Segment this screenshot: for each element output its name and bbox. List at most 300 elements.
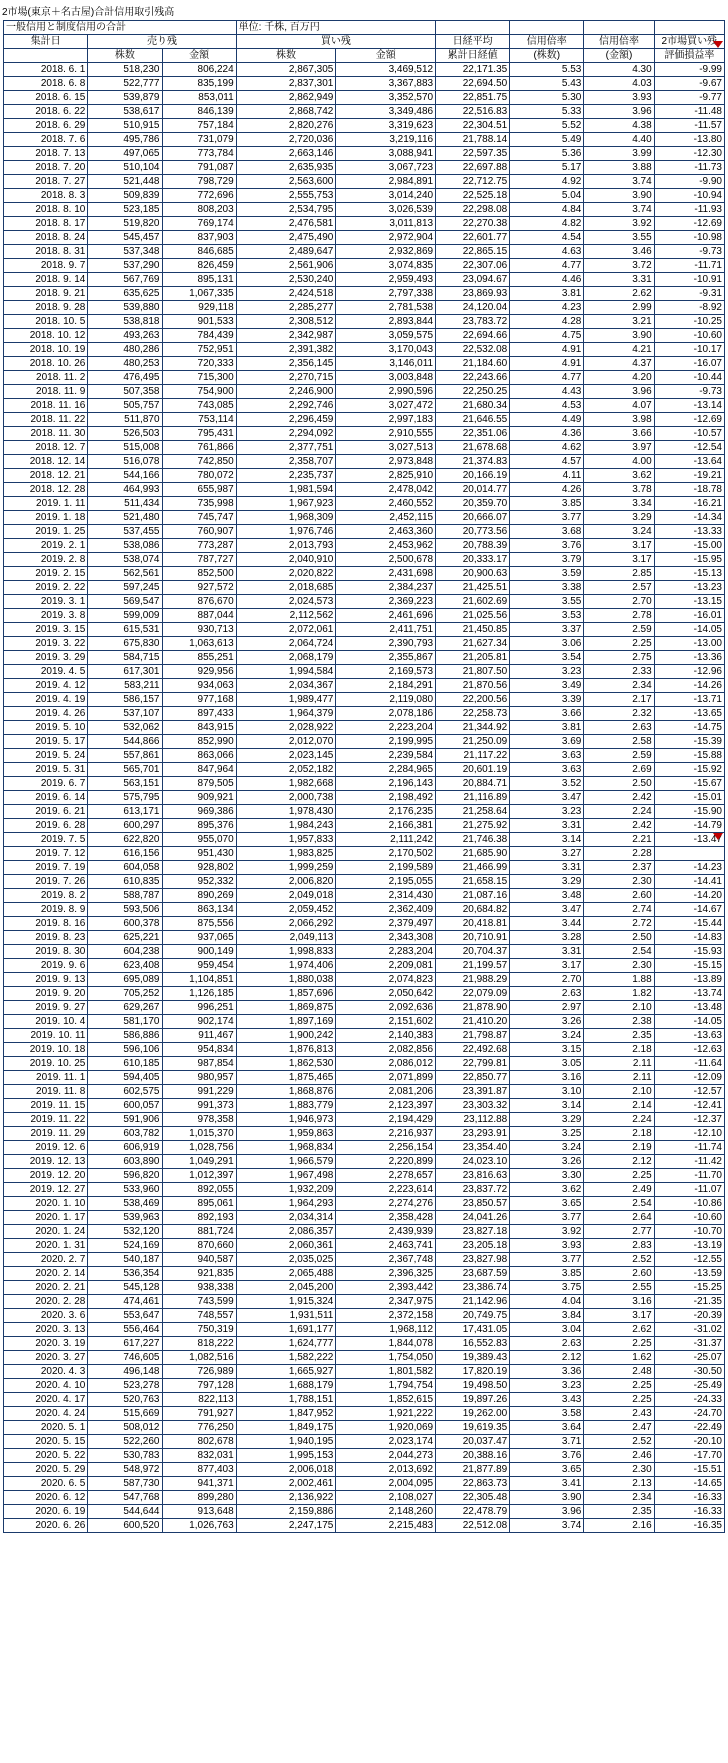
cell-buy-shares: 2,837,301 xyxy=(236,77,336,91)
red-marker-icon xyxy=(713,833,723,840)
cell-profit-rate: -12.30 xyxy=(654,147,724,161)
cell-sell-shares: 675,830 xyxy=(88,637,162,651)
cell-ratio-shares: 3.43 xyxy=(510,1393,584,1407)
cell-ratio-shares: 3.24 xyxy=(510,1029,584,1043)
cell-nikkei: 23,869.93 xyxy=(436,287,510,301)
cell-sell-shares: 507,358 xyxy=(88,385,162,399)
cell-date: 2019. 3. 22 xyxy=(4,637,88,651)
cell-ratio-shares: 3.76 xyxy=(510,539,584,553)
cell-date: 2019. 10. 25 xyxy=(4,1057,88,1071)
cell-sell-amount: 876,670 xyxy=(162,595,236,609)
cell-buy-shares: 2,820,276 xyxy=(236,119,336,133)
table-row xyxy=(4,1407,725,1421)
cell-buy-amount: 3,059,575 xyxy=(336,329,436,343)
cell-ratio-shares: 4.91 xyxy=(510,343,584,357)
table-row xyxy=(4,413,725,427)
cell-ratio-shares: 3.31 xyxy=(510,819,584,833)
table-row xyxy=(4,1085,725,1099)
cell-sell-amount: 791,087 xyxy=(162,161,236,175)
cell-sell-shares: 538,469 xyxy=(88,1197,162,1211)
cell-date: 2020. 4. 3 xyxy=(4,1365,88,1379)
cell-buy-amount: 2,216,937 xyxy=(336,1127,436,1141)
cell-sell-amount: 797,128 xyxy=(162,1379,236,1393)
cell-ratio-shares: 4.53 xyxy=(510,399,584,413)
cell-sell-shares: 597,245 xyxy=(88,581,162,595)
cell-sell-amount: 1,067,335 xyxy=(162,287,236,301)
cell-sell-shares: 606,919 xyxy=(88,1141,162,1155)
table-row xyxy=(4,1491,725,1505)
cell-ratio-amount: 4.37 xyxy=(584,357,654,371)
cell-sell-shares: 493,263 xyxy=(88,329,162,343)
cell-profit-rate: -13.19 xyxy=(654,1239,724,1253)
cell-profit-rate: -11.48 xyxy=(654,105,724,119)
cell-date: 2019. 10. 11 xyxy=(4,1029,88,1043)
cell-date: 2019. 8. 2 xyxy=(4,889,88,903)
table-row xyxy=(4,791,725,805)
cell-nikkei: 22,694.50 xyxy=(436,77,510,91)
cell-buy-shares: 2,024,573 xyxy=(236,595,336,609)
cell-ratio-shares: 3.26 xyxy=(510,1015,584,1029)
cell-profit-rate: -11.70 xyxy=(654,1169,724,1183)
cell-sell-amount: 892,193 xyxy=(162,1211,236,1225)
table-row xyxy=(4,1141,725,1155)
cell-profit-rate: -12.63 xyxy=(654,1043,724,1057)
cell-date: 2018. 12. 28 xyxy=(4,483,88,497)
cell-date: 2020. 6. 12 xyxy=(4,1491,88,1505)
cell-sell-amount: 959,454 xyxy=(162,959,236,973)
cell-ratio-shares: 5.53 xyxy=(510,63,584,77)
cell-sell-amount: 769,174 xyxy=(162,217,236,231)
cell-sell-shares: 496,148 xyxy=(88,1365,162,1379)
table-row xyxy=(4,483,725,497)
cell-buy-shares: 2,035,025 xyxy=(236,1253,336,1267)
cell-date: 2018. 11. 22 xyxy=(4,413,88,427)
cell-ratio-amount: 3.34 xyxy=(584,497,654,511)
cell-profit-rate: -16.01 xyxy=(654,609,724,623)
cell-date: 2020. 1. 17 xyxy=(4,1211,88,1225)
cell-nikkei: 20,749.75 xyxy=(436,1309,510,1323)
cell-sell-shares: 539,963 xyxy=(88,1211,162,1225)
cell-date: 2019. 7. 26 xyxy=(4,875,88,889)
cell-buy-shares: 1,983,825 xyxy=(236,847,336,861)
cell-ratio-shares: 3.59 xyxy=(510,567,584,581)
cell-sell-shares: 591,906 xyxy=(88,1113,162,1127)
cell-buy-shares: 1,994,584 xyxy=(236,665,336,679)
cell-buy-shares: 1,868,876 xyxy=(236,1085,336,1099)
cell-ratio-shares: 3.24 xyxy=(510,1141,584,1155)
cell-date: 2018. 10. 19 xyxy=(4,343,88,357)
cell-ratio-amount: 2.69 xyxy=(584,763,654,777)
table-row xyxy=(4,245,725,259)
cell-nikkei: 21,870.56 xyxy=(436,679,510,693)
document-title: 2市場(東京＋名古屋)合計信用取引残高 xyxy=(2,7,175,18)
cell-buy-shares: 2,285,277 xyxy=(236,301,336,315)
cell-nikkei: 22,079.09 xyxy=(436,987,510,1001)
cell-ratio-shares: 3.38 xyxy=(510,581,584,595)
cell-sell-shares: 518,230 xyxy=(88,63,162,77)
cell-sell-shares: 548,972 xyxy=(88,1463,162,1477)
cell-buy-amount: 2,797,338 xyxy=(336,287,436,301)
cell-sell-shares: 510,104 xyxy=(88,161,162,175)
cell-nikkei: 22,851.75 xyxy=(436,91,510,105)
cell-ratio-shares: 4.77 xyxy=(510,259,584,273)
cell-ratio-amount: 2.16 xyxy=(584,1519,654,1533)
cell-nikkei: 22,492.68 xyxy=(436,1043,510,1057)
cell-sell-amount: 748,557 xyxy=(162,1309,236,1323)
header-band-row xyxy=(4,21,725,35)
cell-sell-shares: 586,886 xyxy=(88,1029,162,1043)
cell-ratio-shares: 3.90 xyxy=(510,1491,584,1505)
cell-nikkei: 23,816.63 xyxy=(436,1169,510,1183)
cell-buy-amount: 3,469,512 xyxy=(336,63,436,77)
header-ratio-amount: 信用倍率 xyxy=(584,35,654,49)
cell-sell-amount: 773,287 xyxy=(162,539,236,553)
cell-sell-shares: 523,185 xyxy=(88,203,162,217)
cell-sell-amount: 847,964 xyxy=(162,763,236,777)
cell-buy-amount: 3,011,813 xyxy=(336,217,436,231)
cell-buy-shares: 1,582,222 xyxy=(236,1351,336,1365)
cell-sell-amount: 978,358 xyxy=(162,1113,236,1127)
cell-profit-rate: -12.10 xyxy=(654,1127,724,1141)
cell-buy-shares: 1,957,833 xyxy=(236,833,336,847)
cell-ratio-amount: 3.72 xyxy=(584,259,654,273)
cell-sell-shares: 545,128 xyxy=(88,1281,162,1295)
cell-ratio-amount: 4.30 xyxy=(584,63,654,77)
cell-ratio-amount: 2.60 xyxy=(584,889,654,903)
cell-buy-shares: 2,112,562 xyxy=(236,609,336,623)
cell-ratio-amount: 3.98 xyxy=(584,413,654,427)
cell-buy-shares: 2,049,018 xyxy=(236,889,336,903)
cell-nikkei: 17,820.19 xyxy=(436,1365,510,1379)
cell-buy-amount: 1,794,754 xyxy=(336,1379,436,1393)
cell-buy-amount: 1,801,582 xyxy=(336,1365,436,1379)
cell-sell-amount: 929,956 xyxy=(162,665,236,679)
cell-buy-amount: 2,972,904 xyxy=(336,231,436,245)
cell-ratio-shares: 3.47 xyxy=(510,903,584,917)
cell-sell-shares: 594,405 xyxy=(88,1071,162,1085)
cell-sell-shares: 515,008 xyxy=(88,441,162,455)
cell-profit-rate: -12.96 xyxy=(654,665,724,679)
cell-date: 2018. 6. 29 xyxy=(4,119,88,133)
cell-sell-shares: 600,057 xyxy=(88,1099,162,1113)
cell-sell-shares: 522,777 xyxy=(88,77,162,91)
cell-sell-amount: 980,957 xyxy=(162,1071,236,1085)
cell-sell-shares: 544,866 xyxy=(88,735,162,749)
cell-sell-shares: 511,870 xyxy=(88,413,162,427)
table-row xyxy=(4,595,725,609)
cell-sell-amount: 743,599 xyxy=(162,1295,236,1309)
cell-ratio-shares: 4.49 xyxy=(510,413,584,427)
cell-ratio-shares: 3.92 xyxy=(510,1225,584,1239)
cell-buy-amount: 1,921,222 xyxy=(336,1407,436,1421)
cell-sell-shares: 509,839 xyxy=(88,189,162,203)
cell-buy-shares: 2,720,036 xyxy=(236,133,336,147)
cell-buy-shares: 1,998,833 xyxy=(236,945,336,959)
table-row xyxy=(4,1309,725,1323)
cell-sell-shares: 575,795 xyxy=(88,791,162,805)
cell-profit-rate: -12.69 xyxy=(654,413,724,427)
cell-sell-amount: 863,066 xyxy=(162,749,236,763)
cell-nikkei: 23,303.32 xyxy=(436,1099,510,1113)
cell-buy-shares: 2,034,367 xyxy=(236,679,336,693)
cell-profit-rate: -15.51 xyxy=(654,1463,724,1477)
cell-date: 2018. 6. 1 xyxy=(4,63,88,77)
cell-nikkei: 22,532.08 xyxy=(436,343,510,357)
cell-nikkei: 20,884.71 xyxy=(436,777,510,791)
cell-ratio-shares: 3.77 xyxy=(510,1211,584,1225)
header-profit-rate: 2市場買い残 xyxy=(654,35,724,49)
subheader-sell-shares: 株数 xyxy=(88,49,162,63)
cell-nikkei: 21,199.57 xyxy=(436,959,510,973)
cell-nikkei: 22,601.77 xyxy=(436,231,510,245)
cell-sell-amount: 877,403 xyxy=(162,1463,236,1477)
table-row xyxy=(4,63,725,77)
cell-sell-amount: 802,678 xyxy=(162,1435,236,1449)
cell-buy-amount: 2,390,793 xyxy=(336,637,436,651)
cell-ratio-shares: 3.93 xyxy=(510,1239,584,1253)
cell-buy-shares: 1,940,195 xyxy=(236,1435,336,1449)
cell-ratio-amount: 2.83 xyxy=(584,1239,654,1253)
cell-date: 2020. 1. 31 xyxy=(4,1239,88,1253)
blank-cell-4 xyxy=(654,21,724,35)
cell-buy-shares: 2,867,305 xyxy=(236,63,336,77)
cell-nikkei: 24,041.26 xyxy=(436,1211,510,1225)
cell-buy-shares: 2,424,518 xyxy=(236,287,336,301)
cell-date: 2018. 7. 6 xyxy=(4,133,88,147)
table-row xyxy=(4,1183,725,1197)
cell-date: 2018. 9. 7 xyxy=(4,259,88,273)
cell-sell-amount: 776,250 xyxy=(162,1421,236,1435)
cell-date: 2018. 12. 21 xyxy=(4,469,88,483)
cell-buy-shares: 2,530,240 xyxy=(236,273,336,287)
cell-ratio-amount: 2.32 xyxy=(584,707,654,721)
cell-sell-amount: 934,063 xyxy=(162,679,236,693)
header-sub-row xyxy=(4,49,725,63)
cell-sell-amount: 954,834 xyxy=(162,1043,236,1057)
cell-sell-shares: 521,448 xyxy=(88,175,162,189)
cell-profit-rate: -15.88 xyxy=(654,749,724,763)
cell-profit-rate: -25.49 xyxy=(654,1379,724,1393)
cell-ratio-amount: 2.42 xyxy=(584,791,654,805)
table-row xyxy=(4,161,725,175)
cell-ratio-shares: 4.28 xyxy=(510,315,584,329)
cell-date: 2018. 6. 15 xyxy=(4,91,88,105)
cell-profit-rate: -11.57 xyxy=(654,119,724,133)
header-buy-balance: 買い残 xyxy=(236,35,435,49)
table-row xyxy=(4,609,725,623)
cell-ratio-amount: 2.85 xyxy=(584,567,654,581)
cell-profit-rate: -12.37 xyxy=(654,1113,724,1127)
cell-nikkei: 22,512.08 xyxy=(436,1519,510,1533)
cell-nikkei: 20,333.17 xyxy=(436,553,510,567)
cell-ratio-amount: 3.16 xyxy=(584,1295,654,1309)
cell-ratio-amount: 2.99 xyxy=(584,301,654,315)
cell-buy-shares: 1,989,477 xyxy=(236,693,336,707)
cell-date: 2018. 7. 13 xyxy=(4,147,88,161)
cell-ratio-shares: 3.39 xyxy=(510,693,584,707)
cell-buy-shares: 2,246,900 xyxy=(236,385,336,399)
cell-ratio-amount: 3.66 xyxy=(584,427,654,441)
cell-date: 2019. 1. 25 xyxy=(4,525,88,539)
cell-buy-amount: 2,140,383 xyxy=(336,1029,436,1043)
cell-ratio-amount: 2.11 xyxy=(584,1071,654,1085)
cell-nikkei: 22,250.25 xyxy=(436,385,510,399)
cell-ratio-shares: 2.63 xyxy=(510,987,584,1001)
cell-sell-shares: 604,238 xyxy=(88,945,162,959)
cell-buy-amount: 2,355,867 xyxy=(336,651,436,665)
cell-ratio-amount: 3.99 xyxy=(584,147,654,161)
cell-ratio-shares: 3.28 xyxy=(510,931,584,945)
cell-ratio-amount: 2.74 xyxy=(584,903,654,917)
cell-ratio-shares: 3.85 xyxy=(510,1267,584,1281)
cell-sell-shares: 586,157 xyxy=(88,693,162,707)
cell-profit-rate: -12.09 xyxy=(654,1071,724,1085)
cell-buy-shares: 1,876,813 xyxy=(236,1043,336,1057)
cell-ratio-amount: 3.29 xyxy=(584,511,654,525)
cell-buy-shares: 2,663,146 xyxy=(236,147,336,161)
cell-profit-rate: -10.60 xyxy=(654,1211,724,1225)
cell-ratio-amount: 2.52 xyxy=(584,1253,654,1267)
cell-ratio-shares: 3.96 xyxy=(510,1505,584,1519)
cell-ratio-shares: 5.52 xyxy=(510,119,584,133)
table-row xyxy=(4,819,725,833)
table-row xyxy=(4,707,725,721)
cell-date: 2019. 4. 12 xyxy=(4,679,88,693)
cell-sell-shares: 516,078 xyxy=(88,455,162,469)
cell-profit-rate: -11.07 xyxy=(654,1183,724,1197)
cell-ratio-shares: 3.54 xyxy=(510,651,584,665)
table-row xyxy=(4,1393,725,1407)
cell-buy-shares: 1,931,511 xyxy=(236,1309,336,1323)
cell-ratio-shares: 3.65 xyxy=(510,1463,584,1477)
cell-buy-shares: 2,308,512 xyxy=(236,315,336,329)
cell-profit-rate xyxy=(654,847,724,861)
cell-buy-shares: 2,292,746 xyxy=(236,399,336,413)
cell-date: 2018. 8. 17 xyxy=(4,217,88,231)
cell-sell-amount: 900,149 xyxy=(162,945,236,959)
cell-profit-rate: -16.07 xyxy=(654,357,724,371)
cell-ratio-shares: 4.77 xyxy=(510,371,584,385)
cell-ratio-amount: 2.72 xyxy=(584,917,654,931)
cell-buy-amount: 2,997,183 xyxy=(336,413,436,427)
cell-ratio-shares: 2.97 xyxy=(510,1001,584,1015)
cell-date: 2019. 6. 14 xyxy=(4,791,88,805)
cell-buy-amount: 2,343,308 xyxy=(336,931,436,945)
cell-nikkei: 20,710.91 xyxy=(436,931,510,945)
cell-ratio-amount: 2.50 xyxy=(584,777,654,791)
cell-sell-shares: 544,644 xyxy=(88,1505,162,1519)
cell-buy-shares: 2,045,200 xyxy=(236,1281,336,1295)
cell-profit-rate: -24.33 xyxy=(654,1393,724,1407)
cell-ratio-amount: 2.47 xyxy=(584,1421,654,1435)
cell-nikkei: 16,552.83 xyxy=(436,1337,510,1351)
cell-buy-amount: 2,358,428 xyxy=(336,1211,436,1225)
cell-buy-amount: 2,199,995 xyxy=(336,735,436,749)
cell-date: 2020. 4. 24 xyxy=(4,1407,88,1421)
cell-profit-rate: -15.13 xyxy=(654,567,724,581)
cell-sell-amount: 1,012,397 xyxy=(162,1169,236,1183)
cell-nikkei: 23,827.18 xyxy=(436,1225,510,1239)
table-row xyxy=(4,679,725,693)
table-row xyxy=(4,147,725,161)
cell-date: 2019. 1. 18 xyxy=(4,511,88,525)
table-row xyxy=(4,301,725,315)
cell-buy-shares: 2,159,886 xyxy=(236,1505,336,1519)
cell-nikkei: 23,827.98 xyxy=(436,1253,510,1267)
cell-nikkei: 21,627.34 xyxy=(436,637,510,651)
cell-buy-shares: 1,982,668 xyxy=(236,777,336,791)
cell-nikkei: 20,704.37 xyxy=(436,945,510,959)
table-row xyxy=(4,567,725,581)
table-row xyxy=(4,1463,725,1477)
table-row xyxy=(4,1211,725,1225)
table-row xyxy=(4,665,725,679)
table-row xyxy=(4,735,725,749)
cell-sell-shares: 615,531 xyxy=(88,623,162,637)
cell-profit-rate: -14.26 xyxy=(654,679,724,693)
cell-date: 2018. 10. 12 xyxy=(4,329,88,343)
cell-ratio-amount: 2.46 xyxy=(584,1449,654,1463)
cell-sell-shares: 613,171 xyxy=(88,805,162,819)
cell-ratio-amount: 2.38 xyxy=(584,1015,654,1029)
cell-buy-shares: 2,534,795 xyxy=(236,203,336,217)
cell-buy-amount: 2,151,602 xyxy=(336,1015,436,1029)
cell-ratio-shares: 3.06 xyxy=(510,637,584,651)
cell-nikkei: 20,773.56 xyxy=(436,525,510,539)
cell-ratio-amount: 2.30 xyxy=(584,875,654,889)
cell-ratio-amount: 2.25 xyxy=(584,1393,654,1407)
cell-buy-amount: 2,044,273 xyxy=(336,1449,436,1463)
cell-nikkei: 22,799.81 xyxy=(436,1057,510,1071)
cell-ratio-shares: 2.63 xyxy=(510,1337,584,1351)
cell-nikkei: 22,863.73 xyxy=(436,1477,510,1491)
cell-buy-shares: 1,875,465 xyxy=(236,1071,336,1085)
table-row xyxy=(4,343,725,357)
cell-date: 2020. 4. 10 xyxy=(4,1379,88,1393)
cell-buy-shares: 1,966,579 xyxy=(236,1155,336,1169)
cell-ratio-shares: 3.66 xyxy=(510,707,584,721)
cell-ratio-amount: 2.35 xyxy=(584,1505,654,1519)
cell-sell-shares: 635,625 xyxy=(88,287,162,301)
cell-ratio-amount: 2.62 xyxy=(584,287,654,301)
cell-ratio-amount: 4.00 xyxy=(584,455,654,469)
cell-sell-shares: 532,062 xyxy=(88,721,162,735)
table-row xyxy=(4,441,725,455)
cell-ratio-shares: 4.54 xyxy=(510,231,584,245)
cell-sell-amount: 955,070 xyxy=(162,833,236,847)
cell-ratio-amount: 2.24 xyxy=(584,1113,654,1127)
cell-sell-amount: 843,915 xyxy=(162,721,236,735)
cell-nikkei: 21,746.38 xyxy=(436,833,510,847)
cell-buy-shares: 2,002,461 xyxy=(236,1477,336,1491)
cell-profit-rate: -9.90 xyxy=(654,175,724,189)
cell-nikkei: 21,807.50 xyxy=(436,665,510,679)
cell-sell-shares: 540,187 xyxy=(88,1253,162,1267)
table-row xyxy=(4,1127,725,1141)
cell-ratio-shares: 3.85 xyxy=(510,497,584,511)
subheader-ratio-shares: (株数) xyxy=(510,49,584,63)
table-row xyxy=(4,525,725,539)
cell-sell-amount: 991,229 xyxy=(162,1085,236,1099)
cell-buy-amount: 3,367,883 xyxy=(336,77,436,91)
cell-ratio-amount: 2.63 xyxy=(584,721,654,735)
cell-profit-rate: -14.34 xyxy=(654,511,724,525)
cell-profit-rate: -9.31 xyxy=(654,287,724,301)
cell-ratio-shares: 3.23 xyxy=(510,1379,584,1393)
table-row xyxy=(4,287,725,301)
cell-buy-amount: 1,844,078 xyxy=(336,1337,436,1351)
cell-buy-amount: 2,283,204 xyxy=(336,945,436,959)
